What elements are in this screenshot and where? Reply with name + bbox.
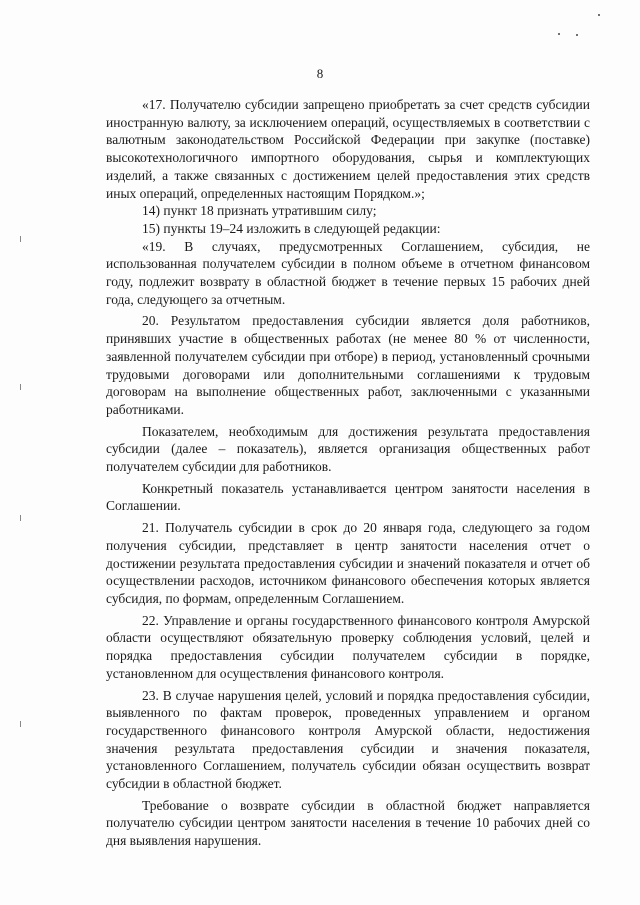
paragraph-item-17: «17. Получателю субсидии запрещено приобретать за счет средств субсидии иностранную валюту, за исключением операций, осуществляемых в соответствии с валютным законодательством Российской Федерации при закупке (поставке) высокотехнологичного импортного оборудования, сырья и комплектующих изделий, а также связанных с достижением целей предоставления этих средств иных операций, определенных настоящим Порядком.»; (106, 97, 590, 201)
paragraph-item-20: 20. Результатом предоставления субсидии является доля работников, принявших участие в общественных работах (не менее 80 % от численности, заявленной получателем субсидии при отборе) в период, установленный срочными трудовыми договорами или дополнительными соглашениями к трудовым договорам на выполнение общественных работ, заключенными с указанными работниками. (106, 313, 590, 417)
paragraph-item-22: 22. Управление и органы государственного финансового контроля Амурской области осуществляют обязательную проверку соблюдения условий, целей и порядка предоставления субсидии получателем субсидии в порядке, установленном для осуществления финансового контроля. (106, 612, 590, 681)
scan-speck (558, 33, 560, 35)
paragraph-amendment-15: 15) пункты 19–24 изложить в следующей редакции: (142, 220, 441, 236)
paragraph-specific-indicator: Конкретный показатель устанавливается центром занятости населения в Соглашении. (106, 480, 590, 514)
paragraph-refund-requirement: Требование о возврате субсидии в областной бюджет направляется получателю субсидии центром занятости населения в течение 10 рабочих дней со дня выявления нарушения. (106, 797, 590, 849)
page-number: 8 (316, 66, 324, 81)
paragraph-item-19: «19. В случаях, предусмотренных Соглашением, субсидия, не использованная получателем субсидии в полном объеме в отчетном финансовом году, подлежит возврату в областной бюджет в течение первых 15 рабочих дней года, следующего за отчетным. (106, 238, 590, 307)
scan-speck (598, 14, 600, 16)
scan-edge-mark (20, 515, 21, 521)
paragraph-item-23: 23. В случае нарушения целей, условий и порядка предоставления субсидии, выявленного по фактам проверок, проведенных управлением и органом государственного финансового контроля Амурской области, недостижения значения результата предоставления субсидии и значения показателя, установленного Соглашением, получатель субсидии обязан осуществить возврат субсидии в областной бюджет. (106, 687, 590, 792)
scan-speck (576, 34, 578, 36)
scan-edge-mark (20, 384, 21, 390)
paragraph-amendment-14: 14) пункт 18 признать утратившим силу; (142, 203, 377, 219)
paragraph-indicator: Показателем, необходимым для достижения результата предоставления субсидии (далее – показатель), является организация общественных работ получателем субсидии для работников. (106, 423, 590, 475)
document-body (106, 96, 590, 850)
paragraph-item-21: 21. Получатель субсидии в срок до 20 января года, следующего за годом получения субсидии, представляет в центр занятости населения отчет о достижении результата предоставления субсидии и значений показателя и отчет об осуществлении расходов, источником финансового обеспечения которых является субсидия, по формам, определенным Соглашением. (106, 520, 590, 606)
scan-edge-mark (20, 721, 21, 727)
scan-edge-mark (20, 236, 21, 242)
